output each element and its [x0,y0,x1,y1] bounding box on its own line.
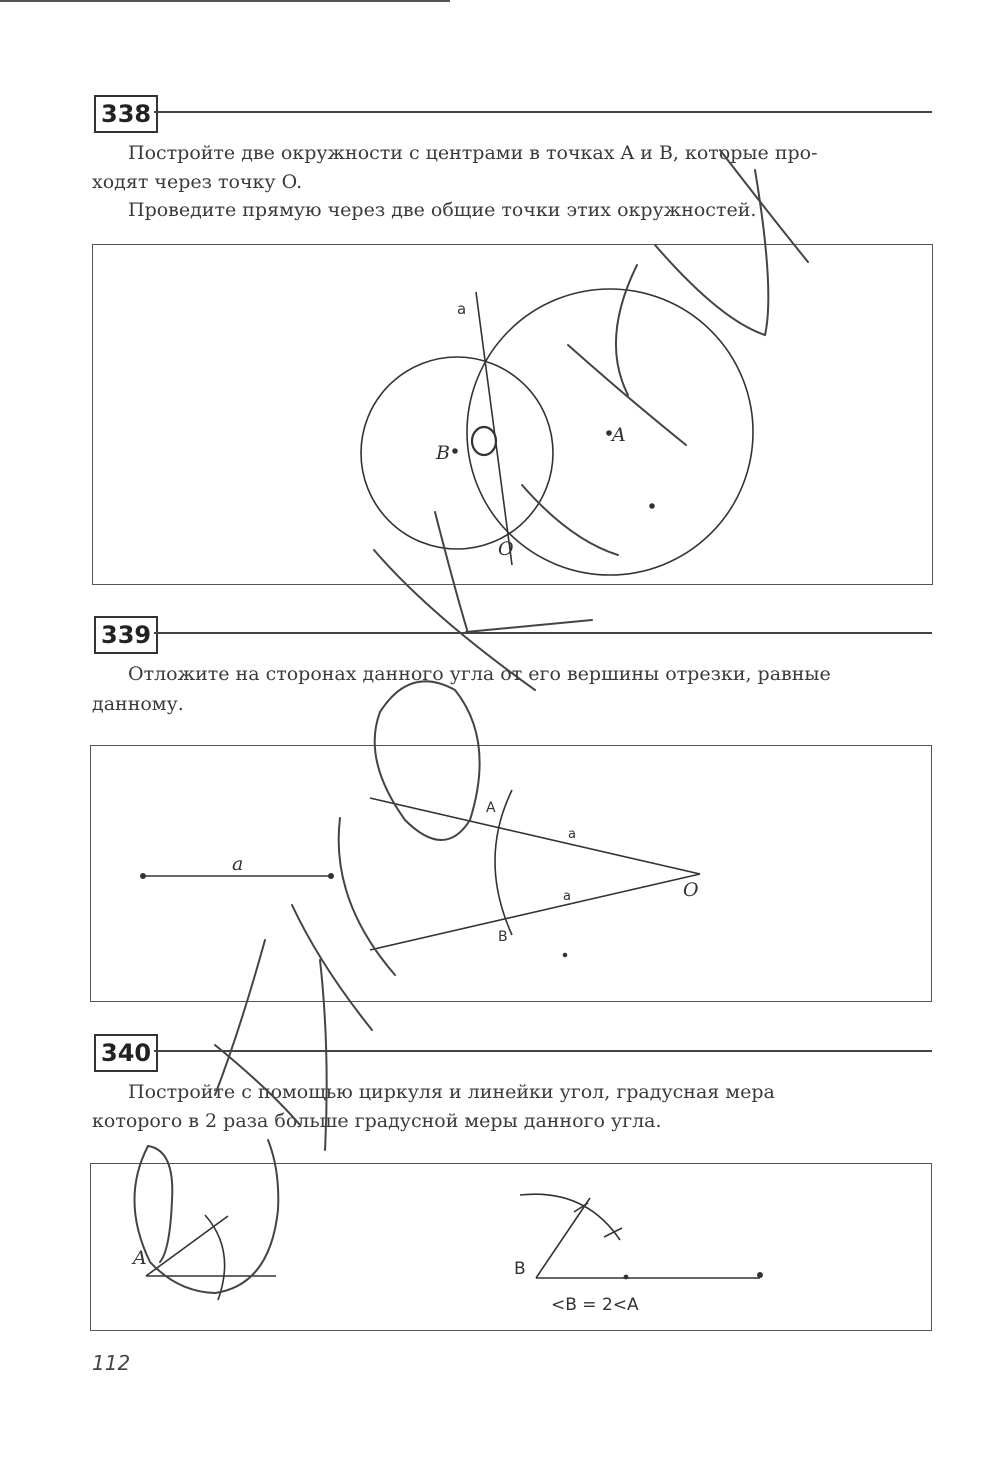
scribble-stroke-4 [568,345,686,445]
segment-endpoint-right [329,874,333,878]
new-angle-tick [624,1275,627,1278]
scribble-stroke-11 [215,940,265,1095]
angle-relation-note: <B = 2<A [551,1295,639,1315]
segment-endpoint-left [141,874,145,878]
task-339-text-line-1: Отложите на сторонах данного угла от его вершины отрезки, равные [128,663,831,685]
scribble-stroke-9 [339,818,395,975]
side-upper-a-label: a [568,827,576,842]
scribble-stroke-13 [215,1045,300,1125]
angle-side-upper [370,798,700,874]
point-b-dot [453,449,457,453]
new-angle-endpoint [758,1273,762,1277]
task-340-text-line-1: Постройте с помощью циркуля и линейки угол, градусная мера [128,1081,775,1103]
point-o-mark [472,427,496,455]
compass-arc [495,790,512,935]
side-lower-a-label: a [563,889,571,904]
point-o-label: O [498,538,514,560]
scribble-stroke-3 [616,265,637,395]
scribble-loop-2 [148,1146,172,1262]
stray-mark [650,504,654,508]
segment-a-label: a [232,853,244,875]
vertex-o-label: O [683,879,699,901]
given-angle-side-slanted [146,1216,228,1276]
scribble-stroke-8 [466,620,592,632]
scribble-stroke-12 [320,960,327,1150]
point-b-handwritten: B [498,929,508,945]
task-number-339: 339 [94,616,158,654]
task-number-340: 340 [94,1034,158,1072]
angle-side-lower [370,874,700,950]
stray-dot [564,954,567,957]
given-vertex-a-label: A [133,1247,147,1269]
task-340-construction [146,1194,762,1300]
task-338-text-line-1: Постройте две окружности с центрами в точках A и B, которые про- [128,142,818,164]
task-338-text-line-2: ходят через точку O. [92,171,303,193]
point-a-dot [607,431,611,435]
task-340-text-line-2: которого в 2 раза больше градусной меры данного угла. [92,1110,662,1132]
scribble-stroke-2 [655,170,768,335]
line-a-label: a [457,300,467,318]
task-339-text-line-2: данному. [92,693,184,715]
point-a-handwritten: A [486,800,496,816]
point-a-label: A [612,424,626,446]
given-angle-arc [205,1215,225,1300]
circle-centered-b [361,357,553,549]
scribble-loop-1 [375,681,480,840]
handwritten-scribble-overlay [134,150,808,1293]
scribble-stroke-5 [522,485,618,555]
task-339-construction [141,790,700,957]
new-angle-side-slanted [536,1198,590,1278]
task-number-338: 338 [94,95,158,133]
task-338-construction [361,289,753,575]
new-angle-arc [520,1194,620,1240]
task-338-text-line-3: Проведите прямую через две общие точки этих окружностей. [128,199,757,221]
new-vertex-b-label: B [514,1259,526,1279]
point-b-label: B [436,442,450,464]
scribble-stroke-6 [374,550,535,690]
page-number: 112 [92,1351,131,1375]
scribble-stroke-1 [720,150,808,262]
